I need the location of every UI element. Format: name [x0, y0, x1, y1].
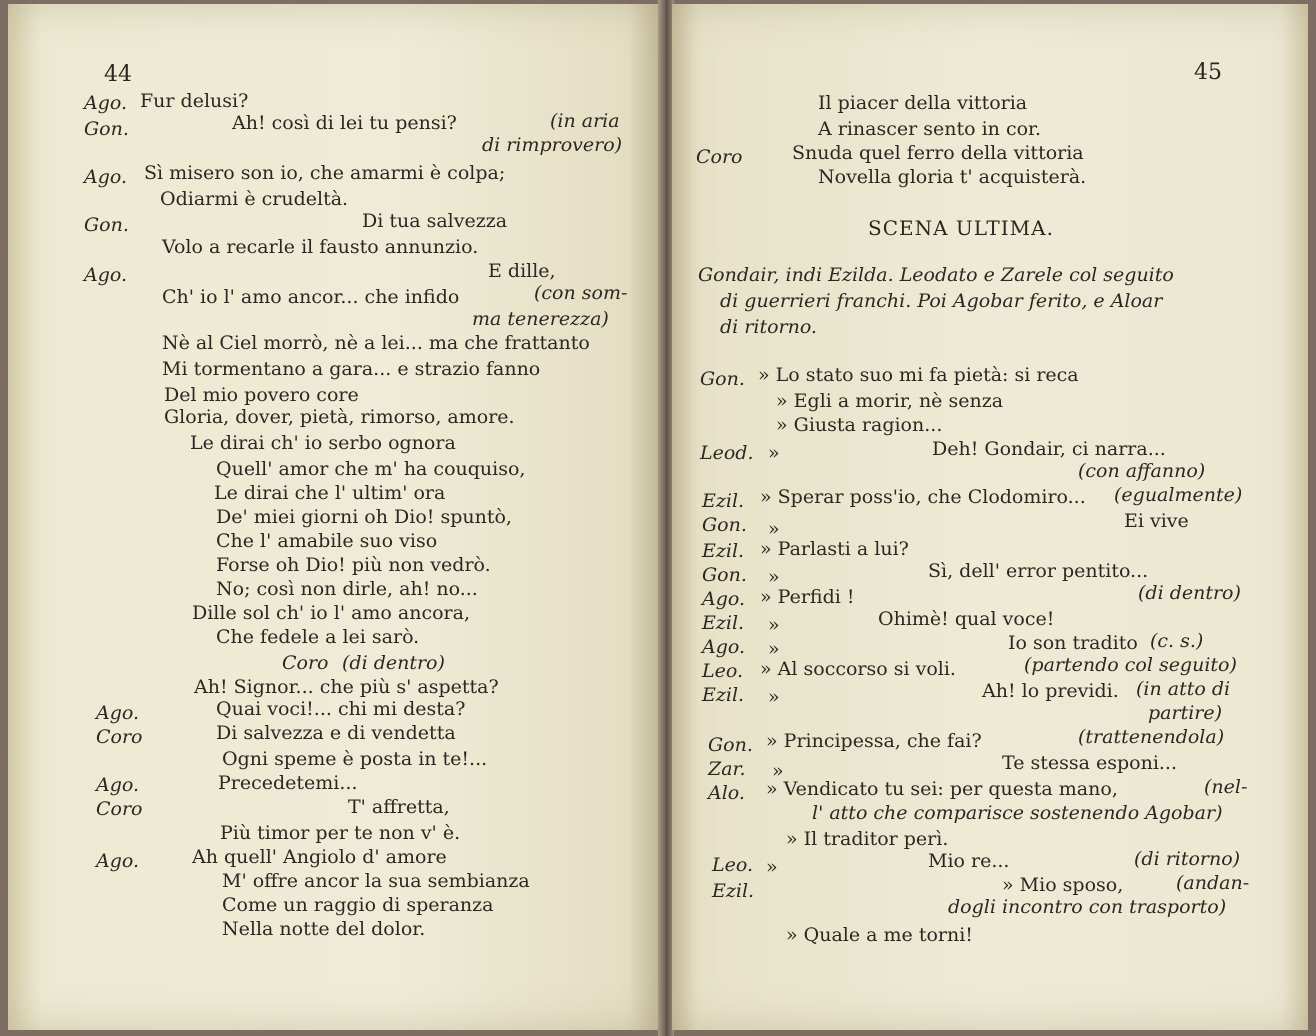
verse-line: Che fedele a lei sarò.: [216, 626, 420, 648]
verse-line: Nè al Ciel morrò, nè a lei... ma che frattanto: [162, 332, 590, 354]
verse-line: Quai voci!... chi mi desta?: [216, 698, 466, 720]
scene-title: SCENA ULTIMA.: [868, 216, 1054, 240]
verse-line: Ch' io l' amo ancor... che infido: [162, 286, 460, 308]
stage-direction: (con som-: [534, 282, 628, 304]
stage-direction: l' atto che comparisce sostenendo Agobar): [812, 802, 1223, 824]
verse-line: »: [772, 760, 784, 782]
speaker: Gon.: [84, 214, 129, 236]
stage-direction: (trattenendola): [1078, 726, 1225, 748]
stage-direction: Gondair, indi Ezilda. Leodato e Zarele col seguito: [698, 264, 1174, 286]
speaker: Leo.: [712, 854, 754, 876]
verse-line: Nella notte del dolor.: [222, 918, 426, 940]
speaker: Leo.: [702, 660, 744, 682]
speaker: Ago.: [96, 702, 140, 724]
verse-line: Ei vive: [1124, 510, 1189, 532]
verse-line: Mi tormentano a gara... e strazio fanno: [162, 358, 541, 380]
speaker: Coro: [696, 146, 743, 168]
speaker: Coro: [96, 798, 143, 820]
verse-line: » Il traditor perì.: [786, 828, 949, 850]
verse-line: M' offre ancor la sua sembianza: [222, 870, 530, 892]
verse-line: Fur delusi?: [140, 90, 249, 112]
speaker: Ago.: [84, 92, 128, 114]
speaker: Ezil.: [702, 490, 745, 512]
speaker: Coro: [282, 652, 329, 674]
stage-direction: partire): [1148, 702, 1223, 724]
stage-direction: (in atto di: [1136, 678, 1231, 700]
verse-line: De' miei giorni oh Dio! spuntò,: [216, 506, 512, 528]
speaker: Ezil.: [712, 880, 755, 902]
speaker: Alo.: [708, 782, 745, 804]
speaker: Gon.: [702, 514, 747, 536]
verse-line: » Quale a me torni!: [786, 924, 973, 946]
verse-line: »: [768, 614, 780, 636]
page-number: 44: [104, 62, 132, 87]
verse-line: Di salvezza e di vendetta: [216, 722, 456, 744]
speaker: Gon.: [708, 734, 753, 756]
verse-line: »: [768, 518, 780, 540]
stage-direction: (nel-: [1204, 776, 1248, 798]
stage-direction: di guerrieri franchi. Poi Agobar ferito, e Aloar: [720, 290, 1163, 312]
verse-line: Sì misero son io, che amarmi è colpa;: [144, 162, 506, 184]
stage-direction: dogli incontro con trasporto): [948, 896, 1227, 918]
verse-line: Di tua salvezza: [362, 210, 508, 232]
speaker: Ago.: [84, 264, 128, 286]
stage-direction: di ritorno.: [720, 316, 817, 338]
verse-line: »: [768, 638, 780, 660]
speaker: Gon.: [700, 368, 745, 390]
verse-line: Precedetemi...: [218, 772, 358, 794]
stage-direction: (in aria: [550, 110, 620, 132]
verse-line: » Mio sposo,: [1002, 874, 1124, 896]
verse-line: A rinascer sento in cor.: [818, 118, 1042, 140]
verse-line: Ohimè! qual voce!: [878, 608, 1055, 630]
verse-line: Le dirai ch' io serbo ognora: [190, 432, 456, 454]
verse-line: » Lo stato suo mi fa pietà: si reca: [758, 364, 1079, 386]
speaker: Ezil.: [702, 540, 745, 562]
left-page: [8, 4, 660, 1030]
verse-line: Il piacer della vittoria: [818, 92, 1028, 114]
speaker: Ago.: [96, 774, 140, 796]
verse-line: Mio re...: [928, 850, 1010, 872]
stage-direction: (andan-: [1176, 872, 1250, 894]
verse-line: »: [768, 442, 780, 464]
stage-direction: (di ritorno): [1134, 848, 1241, 870]
verse-line: »: [766, 856, 778, 878]
verse-line: » Sperar poss'io, che Clodomiro...: [760, 486, 1086, 508]
verse-line: Ah! lo previdi.: [982, 680, 1119, 702]
verse-line: Come un raggio di speranza: [222, 894, 494, 916]
speaker: Leod.: [700, 442, 754, 464]
verse-line: »: [768, 686, 780, 708]
speaker: Zar.: [708, 758, 746, 780]
right-page: [672, 4, 1308, 1030]
stage-direction: (con affanno): [1078, 460, 1206, 482]
verse-line: Io son tradito: [1008, 632, 1138, 654]
verse-line: Ah quell' Angiolo d' amore: [192, 846, 447, 868]
speaker: Ago.: [702, 636, 746, 658]
verse-line: Volo a recarle il fausto annunzio.: [162, 236, 479, 258]
verse-line: Ah! così di lei tu pensi?: [232, 112, 457, 134]
verse-line: Snuda quel ferro della vittoria: [792, 142, 1084, 164]
verse-line: » Giusta ragion...: [776, 414, 943, 436]
speaker: Ezil.: [702, 612, 745, 634]
verse-line: Deh! Gondair, ci narra...: [932, 438, 1166, 460]
verse-line: Le dirai che l' ultim' ora: [214, 482, 446, 504]
verse-line: Che l' amabile suo viso: [216, 530, 438, 552]
verse-line: » Principessa, che fai?: [766, 730, 982, 752]
verse-line: » Al soccorso si voli.: [760, 658, 956, 680]
stage-direction: ma tenerezza): [472, 308, 609, 330]
stage-direction: di rimprovero): [482, 134, 623, 156]
verse-line: Sì, dell' error pentito...: [928, 560, 1149, 582]
verse-line: Novella gloria t' acquisterà.: [818, 166, 1087, 188]
speaker: Gon.: [84, 118, 129, 140]
verse-line: Forse oh Dio! più non vedrò.: [216, 554, 491, 576]
speaker: Ago.: [96, 850, 140, 872]
verse-line: E dille,: [488, 260, 556, 282]
stage-direction: (di dentro): [342, 652, 445, 674]
speaker: Gon.: [702, 564, 747, 586]
verse-line: Ah! Signor... che più s' aspetta?: [194, 676, 499, 698]
verse-line: Te stessa esponi...: [1002, 752, 1178, 774]
verse-line: T' affretta,: [348, 796, 450, 818]
verse-line: Ogni speme è posta in te!...: [222, 748, 488, 770]
verse-line: » Perfidi !: [760, 586, 855, 608]
speaker: Ago.: [702, 588, 746, 610]
verse-line: Gloria, dover, pietà, rimorso, amore.: [164, 406, 515, 428]
verse-line: » Vendicato tu sei: per questa mano,: [766, 778, 1118, 800]
verse-line: No; così non dirle, ah! no...: [216, 578, 478, 600]
verse-line: Dille sol ch' io l' amo ancora,: [192, 602, 471, 624]
verse-line: Del mio povero core: [164, 384, 359, 406]
verse-line: Più timor per te non v' è.: [220, 822, 461, 844]
verse-line: Odiarmi è crudeltà.: [160, 188, 349, 210]
verse-line: » Egli a morir, nè senza: [776, 390, 1004, 412]
stage-direction: (egualmente): [1114, 484, 1243, 506]
stage-direction: (partendo col seguito): [1024, 654, 1237, 676]
page-number: 45: [1194, 60, 1222, 85]
speaker: Coro: [96, 726, 143, 748]
verse-line: »: [768, 566, 780, 588]
speaker: Ago.: [84, 166, 128, 188]
stage-direction: (c. s.): [1150, 630, 1204, 652]
speaker: Ezil.: [702, 684, 745, 706]
verse-line: Quell' amor che m' ha couquiso,: [216, 458, 526, 480]
stage-direction: (di dentro): [1138, 582, 1241, 604]
verse-line: » Parlasti a lui?: [760, 538, 909, 560]
